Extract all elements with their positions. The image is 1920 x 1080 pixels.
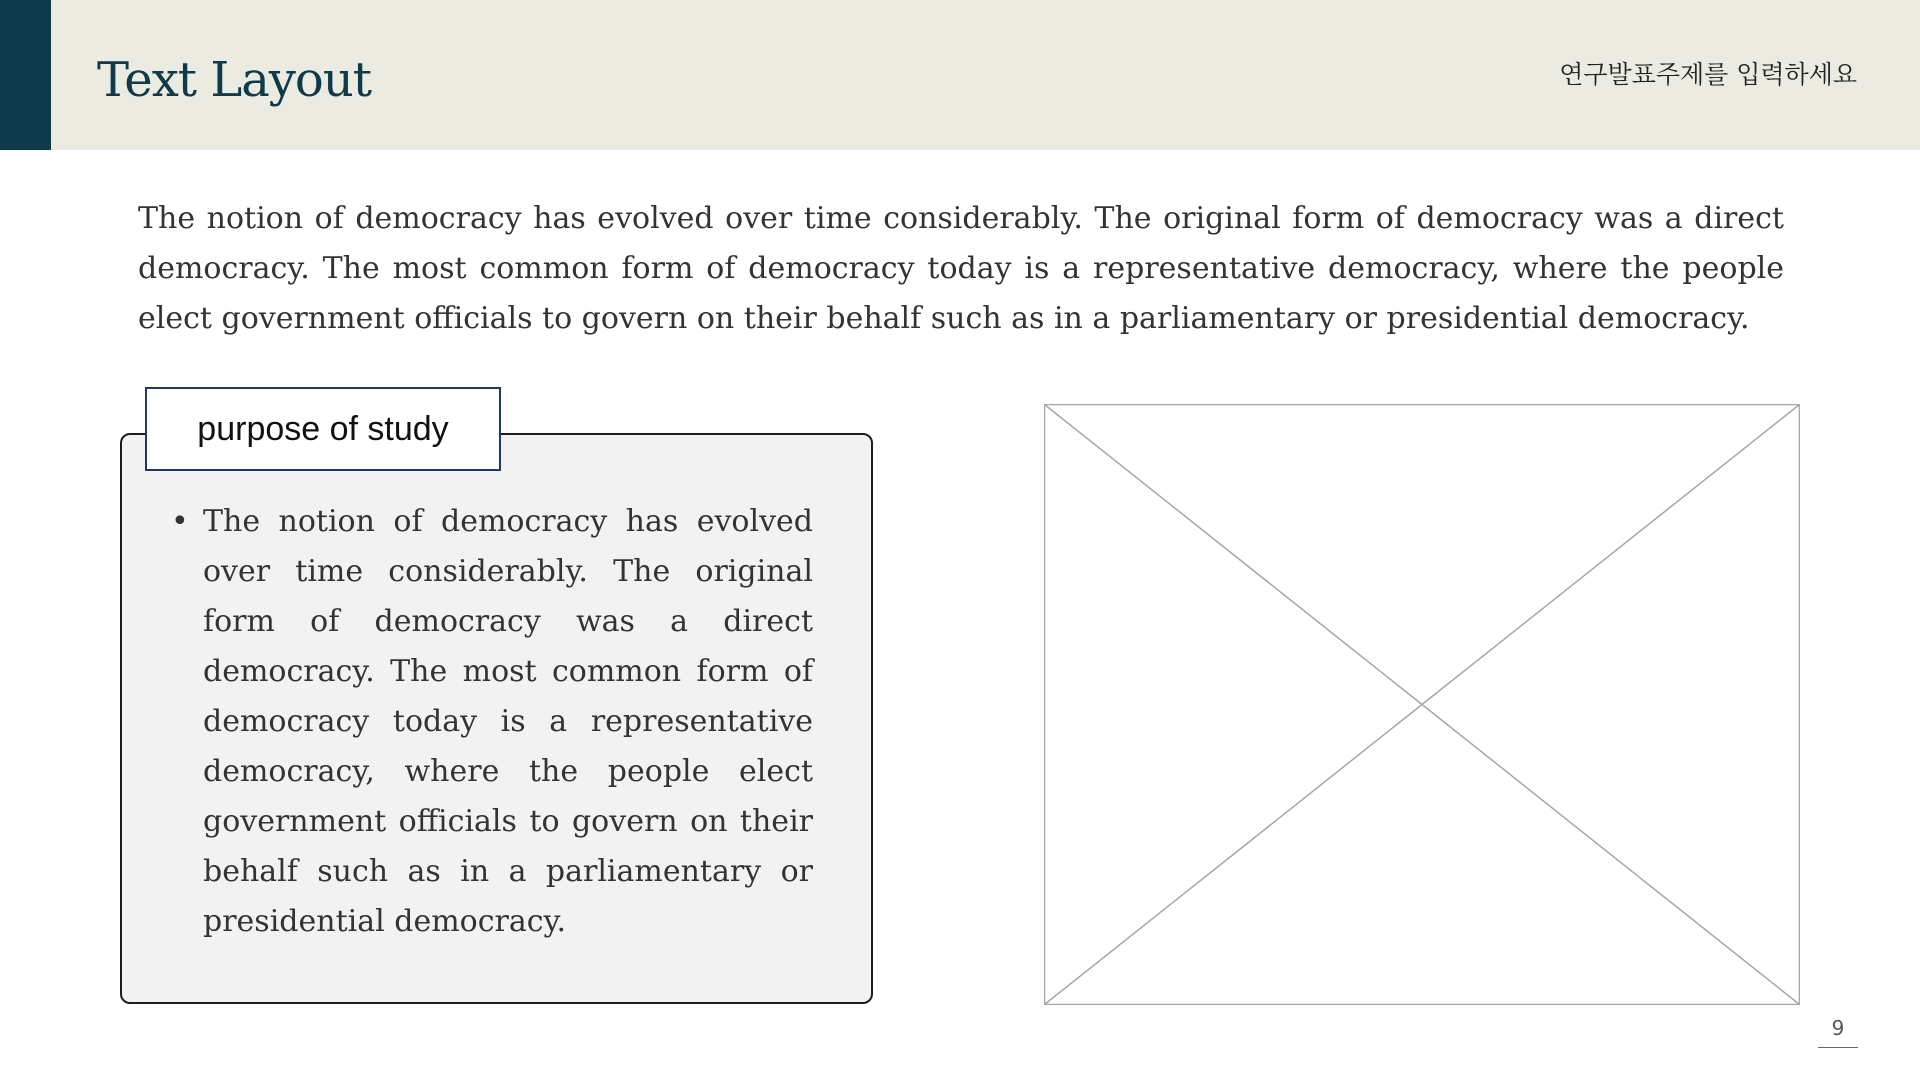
slide-title: Text Layout (97, 52, 372, 108)
purpose-bullet-list (168, 497, 813, 947)
purpose-bullet-text: The notion of democracy has evolved over time considerably. The original form of democracy was a direct democracy. The most common form of democracy today is a representative democracy, where the people elect government officials to govern on their behalf such as in a parliamentary or presidential democracy. (203, 504, 813, 939)
slide-topic: 연구발표주제를 입력하세요 (1559, 60, 1857, 89)
bullet-dot-icon: • (171, 504, 189, 539)
intro-paragraph: The notion of democracy has evolved over time considerably. The original form of democracy was a direct democracy. The most common form of democracy today is a representative democracy, where the people elect government officials to govern on their behalf such as in a parliamentary or presidential democracy. (138, 201, 1784, 336)
page-number: 9 (1831, 1016, 1845, 1040)
image-placeholder[interactable] (1044, 404, 1800, 1005)
purpose-label: purpose of study (145, 387, 501, 471)
purpose-bullet-item (168, 497, 813, 947)
header-accent-bar (0, 0, 51, 150)
page-number-underline (1818, 1047, 1858, 1048)
